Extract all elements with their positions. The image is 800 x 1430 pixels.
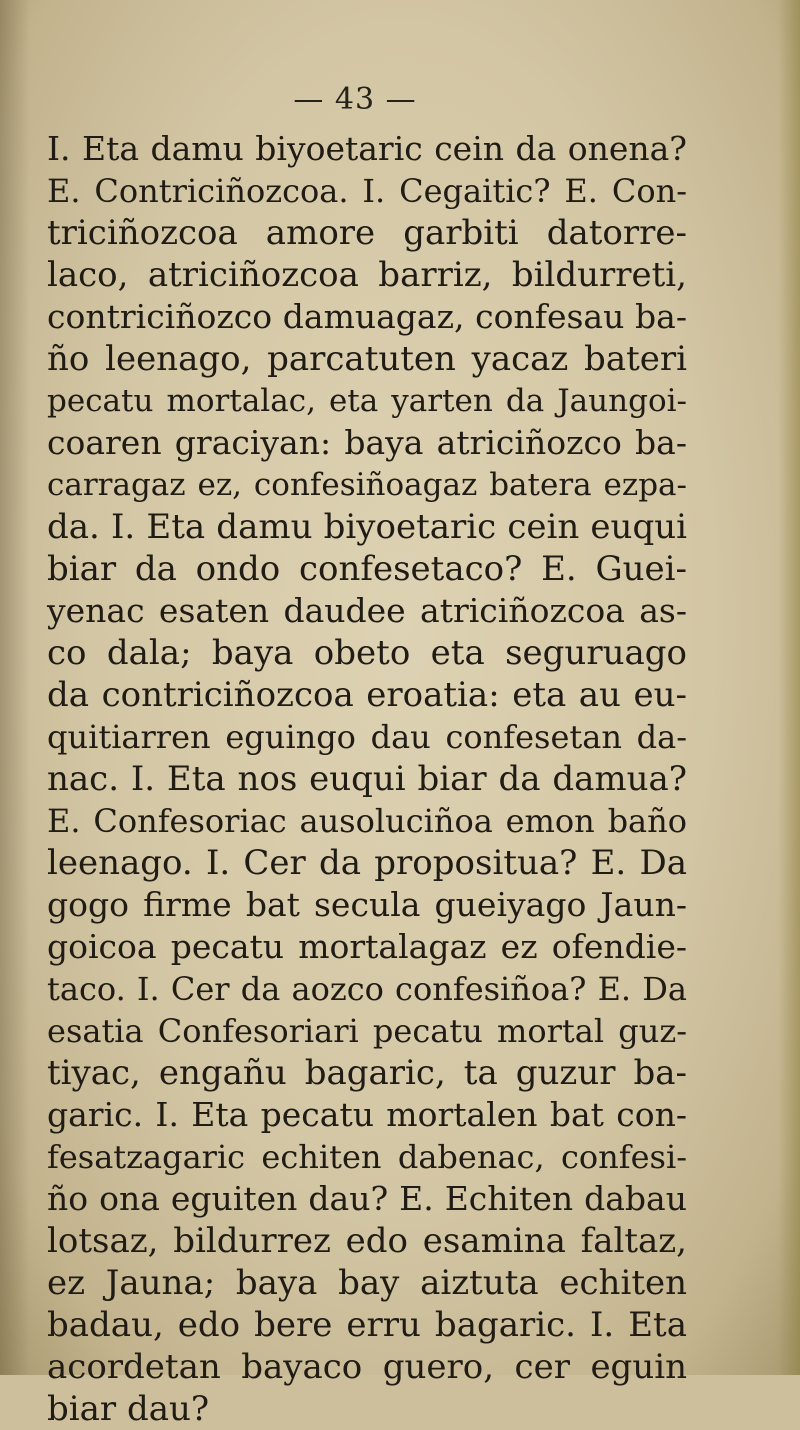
text-line: triciñozcoa amore garbiti datorre- bbox=[47, 213, 687, 253]
text-line: carragaz ez, confesiñoagaz batera ezpa- bbox=[47, 467, 687, 503]
text-line: goicoa pecatu mortalagaz ez ofendie- bbox=[47, 927, 687, 966]
text-line: da. I. Eta damu biyoetaric cein euqui bbox=[47, 507, 687, 547]
text-line: yenac esaten daudee atriciñozcoa as- bbox=[47, 591, 687, 630]
text-line: leenago. I. Cer da propositua? E. Da bbox=[47, 843, 687, 883]
text-line: garic. I. Eta pecatu mortalen bat con- bbox=[47, 1095, 687, 1134]
text-line: E. Confesoriac ausoluciñoa emon baño bbox=[47, 802, 687, 840]
text-line: lotsaz, bildurrez edo esamina faltaz, bbox=[47, 1221, 687, 1261]
text-line: ez Jauna; baya bay aiztuta echiten bbox=[47, 1263, 687, 1303]
text-line: gogo firme bat secula gueiyago Jaun- bbox=[47, 885, 687, 924]
text-line: acordetan bayaco guero, cer eguin bbox=[47, 1347, 687, 1387]
page-number: — 43 — bbox=[293, 82, 417, 117]
text-line: biar dau? bbox=[47, 1389, 210, 1429]
page-text bbox=[47, 128, 687, 1430]
text-line: esatia Confesoriari pecatu mortal guz- bbox=[47, 1012, 687, 1050]
text-line: nac. I. Eta nos euqui biar da damua? bbox=[47, 759, 687, 799]
text-line: badau, edo bere erru bagaric. I. Eta bbox=[47, 1305, 687, 1345]
text-line: co dala; baya obeto eta seguruago bbox=[47, 633, 687, 673]
text-line: tiyac, engañu bagaric, ta guzur ba- bbox=[47, 1053, 687, 1093]
text-line: pecatu mortalac, eta yarten da Jaungoi- bbox=[47, 383, 687, 419]
text-line: laco, atriciñozcoa barriz, bildurreti, bbox=[47, 255, 687, 295]
text-line: fesatzagaric echiten dabenac, confesi- bbox=[47, 1138, 687, 1176]
text-line: taco. I. Cer da aozco confesiñoa? E. Da bbox=[47, 970, 687, 1008]
text-line: ño leenago, parcatuten yacaz bateri bbox=[47, 339, 687, 379]
text-line: coaren graciyan: baya atriciñozco ba- bbox=[47, 423, 687, 462]
text-line: E. Contriciñozcoa. I. Cegaitic? E. Con- bbox=[47, 172, 687, 210]
text-line: contriciñozco damuagaz, confesau ba- bbox=[47, 297, 687, 336]
text-line: biar da ondo confesetaco? E. Guei- bbox=[47, 549, 687, 589]
text-line: quitiarren eguingo dau confesetan da- bbox=[47, 718, 687, 756]
page-left-shadow bbox=[0, 0, 30, 1375]
text-line: da contriciñozcoa eroatia: eta au eu- bbox=[47, 675, 687, 715]
text-line: ño ona eguiten dau? E. Echiten dabau bbox=[47, 1179, 687, 1218]
page-right-edge bbox=[778, 0, 800, 1375]
text-line: I. Eta damu biyoetaric cein da onena? bbox=[47, 129, 687, 168]
